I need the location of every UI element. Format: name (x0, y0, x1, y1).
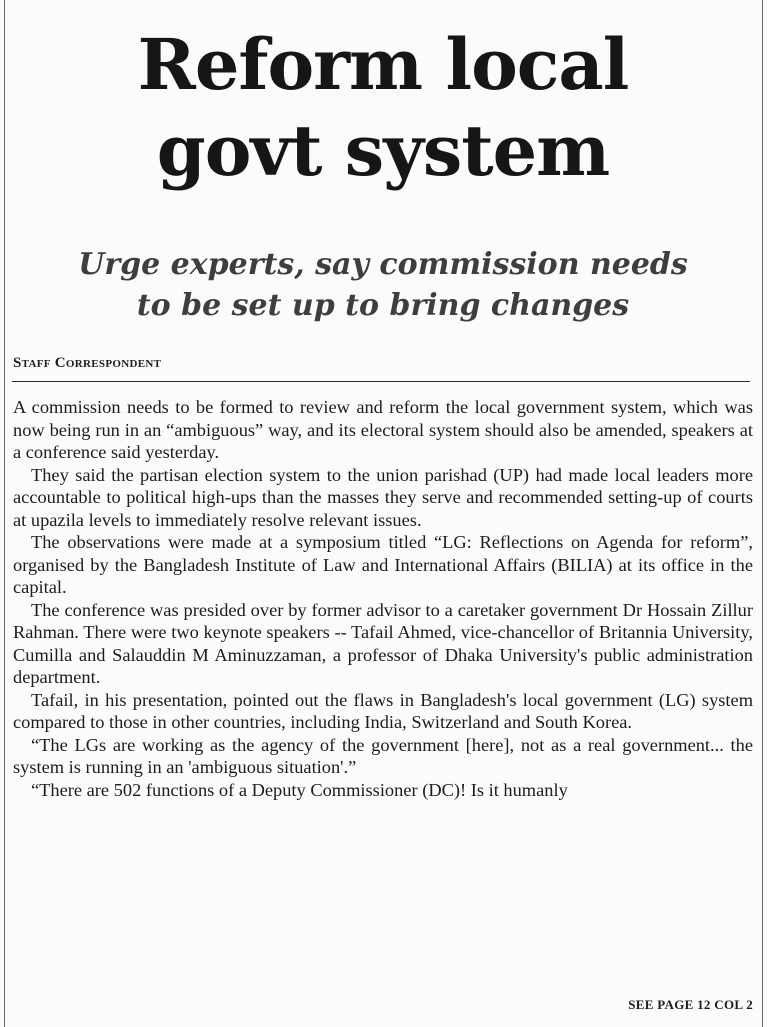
headline-line-1: Reform local (137, 23, 629, 106)
paragraph: Tafail, in his presentation, pointed out the flaws in Bangladesh's local government (LG) system compared to those in other countries, including India, Switzerland and South Korea. (13, 689, 753, 732)
headline-line-2: govt system (156, 109, 610, 192)
paragraph: They said the partisan election system to the union parishad (UP) had made local leaders more accountable to political high-ups than the masses they serve and recommended setting-up of courts at upazila levels to immediately resolve relevant issues. (13, 464, 753, 530)
paragraph: “The LGs are working as the agency of the government [here], not as a real government... the system is running in an 'ambiguous situation'.” (13, 734, 753, 777)
jump-line: SEE PAGE 12 COL 2 (628, 997, 753, 1012)
paragraph: “There are 502 functions of a Deputy Commissioner (DC)! Is it humanly (31, 779, 568, 800)
column-rule-left (4, 0, 5, 1027)
paragraph: The conference was presided over by former advisor to a caretaker government Dr Hossain Zillur Rahman. There were two keynote speakers -- Tafail Ahmed, vice-chancellor of Britannia University, Cumilla and Salauddin M Aminuzzaman, a professor of Dhaka University's public administration department. (13, 599, 753, 687)
subheadline-line-1: Urge experts, say commission needs (78, 247, 688, 282)
article-body (13, 396, 753, 801)
column-rule-right (762, 0, 763, 1027)
subheadline-line-2: to be set up to bring changes (136, 288, 630, 323)
headline (12, 22, 754, 194)
paragraph: A commission needs to be formed to review and reform the local government system, which was now being run in an “ambiguous” way, and its electoral system should also be amended, speakers at a conference said yesterday. (13, 397, 753, 462)
subheadline (12, 244, 754, 326)
paragraph: The observations were made at a symposium titled “LG: Reflections on Agenda for reform”, organised by the Bangladesh Institute of Law and International Affairs (BILIA) at its office in the capital. (13, 532, 753, 597)
byline-divider (12, 381, 750, 382)
byline: Staff Correspondent (13, 355, 162, 371)
